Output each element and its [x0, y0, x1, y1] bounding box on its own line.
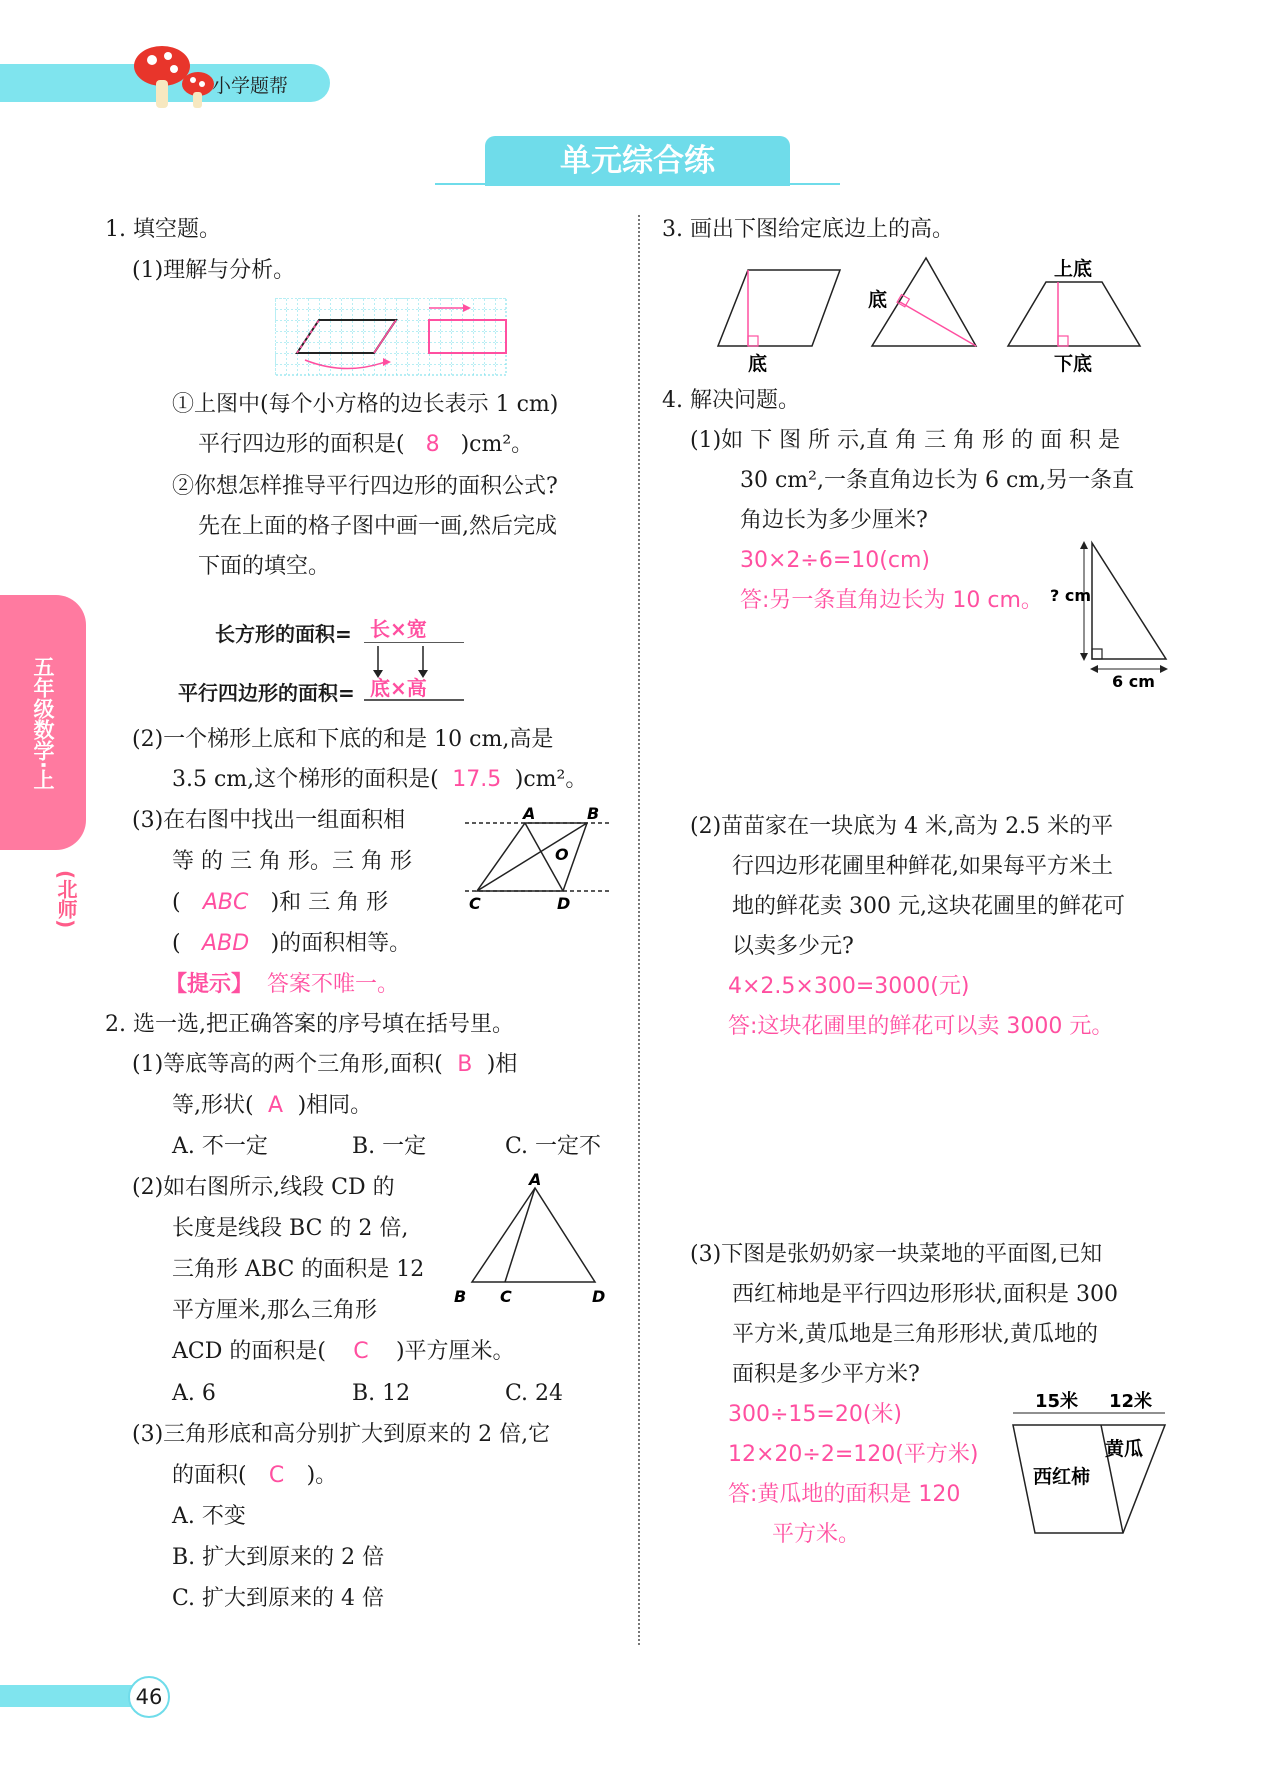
q4-p3-answer1: 答:黄瓜地的面积是 120 [728, 1482, 961, 1507]
q2-s3-line2: 的面积( C )。 [172, 1461, 337, 1491]
q1-i1-line2: 平行四边形的面积是( 8 )cm²。 [198, 430, 533, 460]
right-triangle-figure [1050, 535, 1180, 695]
q4-p3-calc1: 300÷15=20(米) [728, 1402, 903, 1427]
q2-s2-option-c: C. 24 [505, 1381, 564, 1406]
title-underline [435, 183, 840, 185]
q2-s2-line2: 长度是线段 BC 的 2 倍, [172, 1216, 409, 1241]
q4-p1-line3: 角边长为多少厘米? [740, 508, 928, 533]
answer-blank: A [268, 1093, 284, 1118]
q1-i1-line1: ①上图中(每个小方格的边长表示 1 cm) [172, 392, 559, 417]
hint-text: 答案不唯一。 [267, 972, 400, 997]
label-base-2: 底 [868, 289, 888, 311]
q2-s1-option-a: A. 不一定 [172, 1134, 268, 1159]
q4-p2-answer: 答:这块花圃里的鲜花可以卖 3000 元。 [728, 1014, 1114, 1039]
q1-sub1-label: (1)理解与分析。 [132, 258, 296, 283]
q4-p1-line1: (1)如 下 图 所 示,直 角 三 角 形 的 面 积 是 [690, 428, 1121, 453]
label-tomato: 西红柿 [1033, 1466, 1091, 1488]
answer-blank: ABD [202, 931, 250, 956]
q2-s1-line1: (1)等底等高的两个三角形,面积( B )相 [132, 1050, 517, 1080]
answer-blank: C [353, 1339, 369, 1364]
q1-sub2-line1: (2)一个梯形上底和下底的和是 10 cm,高是 [132, 727, 554, 752]
answer-blank: ABC [202, 890, 249, 915]
label-cucumber: 黄瓜 [1105, 1438, 1144, 1460]
label-bottom-base: 下底 [1054, 353, 1093, 375]
q2-s3-option-b: B. 扩大到原来的 2 倍 [172, 1545, 385, 1570]
q4-p1-line2: 30 cm²,一条直角边长为 6 cm,另一条直 [740, 468, 1135, 493]
q2-s1-line2: 等,形状( A )相同。 [172, 1091, 372, 1121]
side-tab-edition: (北师) [54, 870, 78, 929]
answer-blank: 17.5 [452, 767, 502, 792]
q1-i2-line1: ②你想怎样推导平行四边形的面积公式? [172, 474, 558, 499]
triangle-figure [450, 1172, 620, 1312]
q2-s2-line3: 三角形 ABC 的面积是 12 [172, 1257, 425, 1282]
q1-sub3-line3: ( ABC )和 三 角 形 [172, 888, 388, 918]
q2-s2-option-a: A. 6 [172, 1381, 216, 1406]
q2-label: 2. 选一选,把正确答案的序号填在括号里。 [105, 1012, 514, 1037]
mushroom-icon [130, 44, 220, 114]
label-A: A [529, 1172, 542, 1189]
label-D: D [592, 1287, 606, 1306]
label-top-base: 上底 [1054, 258, 1093, 280]
side-tab-grade: 五年级数学·上 [0, 595, 86, 850]
brand-name: 小学题帮 [212, 75, 289, 97]
q1-sub2-line2: 3.5 cm,这个梯形的面积是( 17.5 )cm²。 [172, 765, 587, 795]
q4-label: 4. 解决问题。 [662, 388, 800, 413]
label-width-15: 15米 [1035, 1391, 1079, 1412]
column-divider [638, 215, 640, 1645]
label-width-12: 12米 [1109, 1391, 1153, 1412]
q1-sub3-line4: ( ABD )的面积相等。 [172, 929, 411, 959]
para-area-label: 平行四边形的面积= [178, 681, 355, 705]
q2-s1-option-b: B. 一定 [352, 1134, 427, 1159]
label-C: C [500, 1287, 512, 1306]
label-base: 6 cm [1112, 672, 1155, 691]
q1-label: 1. 填空题。 [105, 217, 221, 242]
para-area-answer: 底×高 [370, 676, 427, 700]
hint-label: 【提示】 [165, 972, 254, 997]
label-B: B [454, 1287, 467, 1306]
trapezoid-figure [465, 805, 615, 915]
label-base-1: 底 [748, 353, 768, 375]
q3-label: 3. 画出下图给定底边上的高。 [662, 217, 954, 242]
q2-s2-line4: 平方厘米,那么三角形 [172, 1298, 377, 1323]
q2-s3-option-a: A. 不变 [172, 1504, 246, 1529]
label-B: B [587, 805, 600, 823]
q4-p3-line2: 西红柿地是平行四边形形状,面积是 300 [732, 1282, 1118, 1307]
rect-area-label: 长方形的面积= [215, 622, 352, 646]
q2-s3-line1: (3)三角形底和高分别扩大到原来的 2 倍,它 [132, 1422, 551, 1447]
answer-blank: B [457, 1052, 473, 1077]
q2-s2-line1: (2)如右图所示,线段 CD 的 [132, 1175, 395, 1200]
q4-p3-answer2: 平方米。 [772, 1522, 861, 1547]
q4-p3-line3: 平方米,黄瓜地是三角形形状,黄瓜地的 [732, 1322, 1098, 1347]
garden-figure [1005, 1385, 1175, 1540]
q4-p2-line3: 地的鲜花卖 300 元,这块花圃里的鲜花可 [732, 894, 1125, 919]
q4-p2-line1: (2)苗苗家在一块底为 4 米,高为 2.5 米的平 [690, 814, 1114, 839]
q1-sub3-line1: (3)在右图中找出一组面积相 [132, 808, 406, 833]
answer-blank: C [268, 1463, 285, 1488]
label-A: A [523, 805, 536, 823]
q3-figures [700, 250, 1160, 380]
page-number: 46 [128, 1676, 170, 1718]
q2-s3-option-c: C. 扩大到原来的 4 倍 [172, 1586, 385, 1611]
q4-p2-line4: 以卖多少元? [732, 934, 854, 959]
page-title: 单元综合练 [485, 136, 790, 186]
q1-i2-line2: 先在上面的格子图中画一画,然后完成 [198, 514, 557, 539]
q4-p3-calc2: 12×20÷2=120(平方米) [728, 1442, 979, 1467]
q4-p2-line2: 行四边形花圃里种鲜花,如果每平方米土 [732, 854, 1113, 879]
q1-i2-line3: 下面的填空。 [198, 554, 331, 579]
label-C: C [469, 894, 481, 913]
label-side: ? cm [1050, 586, 1092, 605]
rect-area-answer: 长×宽 [370, 617, 427, 641]
grid-figure [275, 298, 510, 376]
q4-p1-answer: 答:另一条直角边长为 10 cm。 [740, 588, 1043, 613]
label-O: O [555, 845, 569, 864]
q2-s2-line5: ACD 的面积是( C )平方厘米。 [172, 1337, 515, 1367]
q2-s2-option-b: B. 12 [352, 1381, 411, 1406]
label-D: D [557, 894, 571, 913]
hint [165, 970, 399, 1000]
q1-sub3-line2: 等 的 三 角 形。三 角 形 [172, 849, 412, 874]
q4-p3-line4: 面积是多少平方米? [732, 1362, 920, 1387]
q2-s1-option-c: C. 一定不 [505, 1134, 602, 1159]
q4-p1-calc: 30×2÷6=10(cm) [740, 548, 930, 573]
q4-p3-line1: (3)下图是张奶奶家一块菜地的平面图,已知 [690, 1242, 1103, 1267]
answer-blank: 8 [425, 432, 440, 457]
q4-p2-calc: 4×2.5×300=3000(元) [728, 974, 970, 999]
